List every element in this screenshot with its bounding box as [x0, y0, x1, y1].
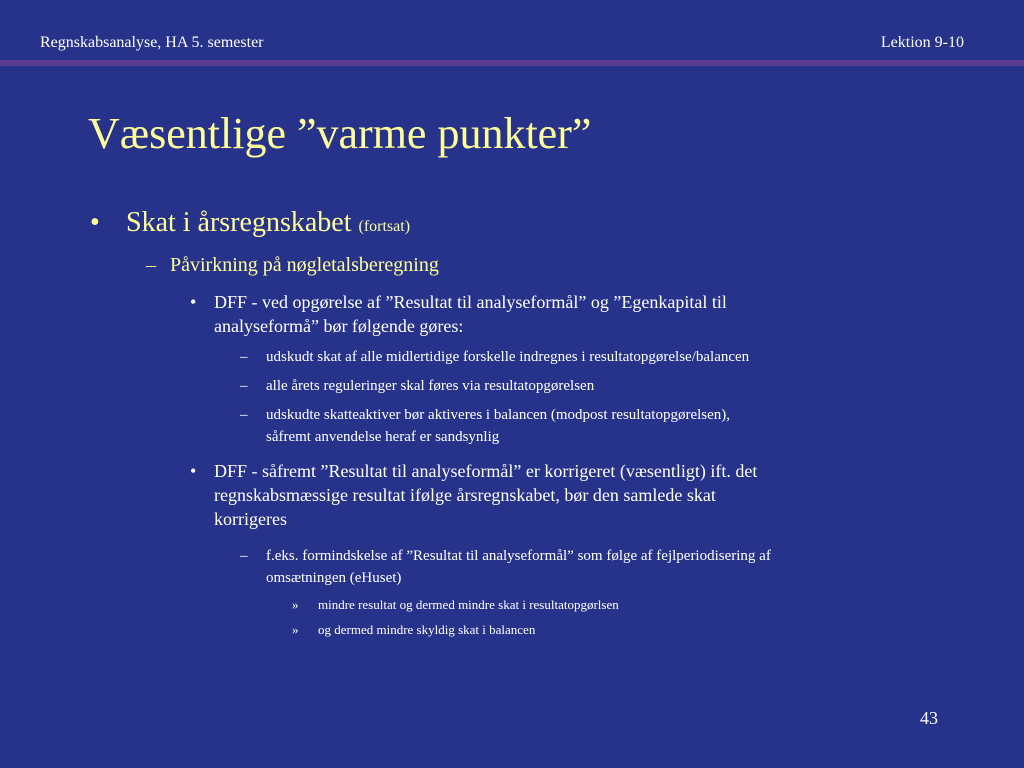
- bullet-marker: –: [240, 378, 248, 394]
- bullet-text: mindre resultat og dermed mindre skat i resultatopgørlsen: [318, 597, 619, 612]
- bullet-marker: »: [292, 622, 299, 637]
- slide-title: Væsentlige ”varme punkter”: [88, 109, 592, 158]
- lecture-label: Lektion 9-10: [880, 34, 964, 51]
- bullet-marker: –: [240, 349, 248, 365]
- bullet-marker: –: [240, 407, 248, 423]
- bullet-text: udskudt skat af alle midlertidige forskelle indregnes i resultatopgørelse/balancen: [266, 349, 750, 365]
- page-number: 43: [920, 708, 938, 728]
- bullet-text: og dermed mindre skyldig skat i balancen: [318, 622, 536, 637]
- bullet-marker: •: [190, 292, 197, 312]
- bullet-text: Påvirkning på nøgletalsberegning: [170, 254, 439, 276]
- bullet-marker: »: [292, 597, 299, 612]
- bullet-text: udskudte skatteaktiver bør aktiveres i balancen (modpost resultatopgørelsen), såfremt anvendelse heraf er sandsynlig: [266, 407, 731, 445]
- bullet-text: Skat i årsregnskabet (fortsat): [126, 207, 411, 238]
- bullet-marker: •: [90, 207, 100, 238]
- bullet-text: DFF - såfremt ”Resultat til analyseformål” er korrigeret (væsentligt) ift. det regnskabsmæssige resultat ifølge årsregnskabet, bør den samlede skat korrigeres: [214, 461, 758, 529]
- bullet-text: alle årets reguleringer skal føres via resultatopgørelsen: [266, 378, 595, 394]
- bullet-marker: –: [240, 548, 248, 564]
- bullet-note: (fortsat): [358, 218, 411, 235]
- bullet-marker: •: [190, 461, 197, 481]
- bullet-text: f.eks. formindskelse af ”Resultat til analyseformål” som følge af fejlperiodisering af omsætningen (eHuset): [266, 548, 771, 586]
- bullet-text: DFF - ved opgørelse af ”Resultat til analyseformål” og ”Egenkapital til analyseformå” bør følgende gøres:: [214, 292, 727, 336]
- course-name: Regnskabsanalyse, HA 5. semester: [40, 34, 264, 51]
- bullet-marker: –: [146, 254, 156, 276]
